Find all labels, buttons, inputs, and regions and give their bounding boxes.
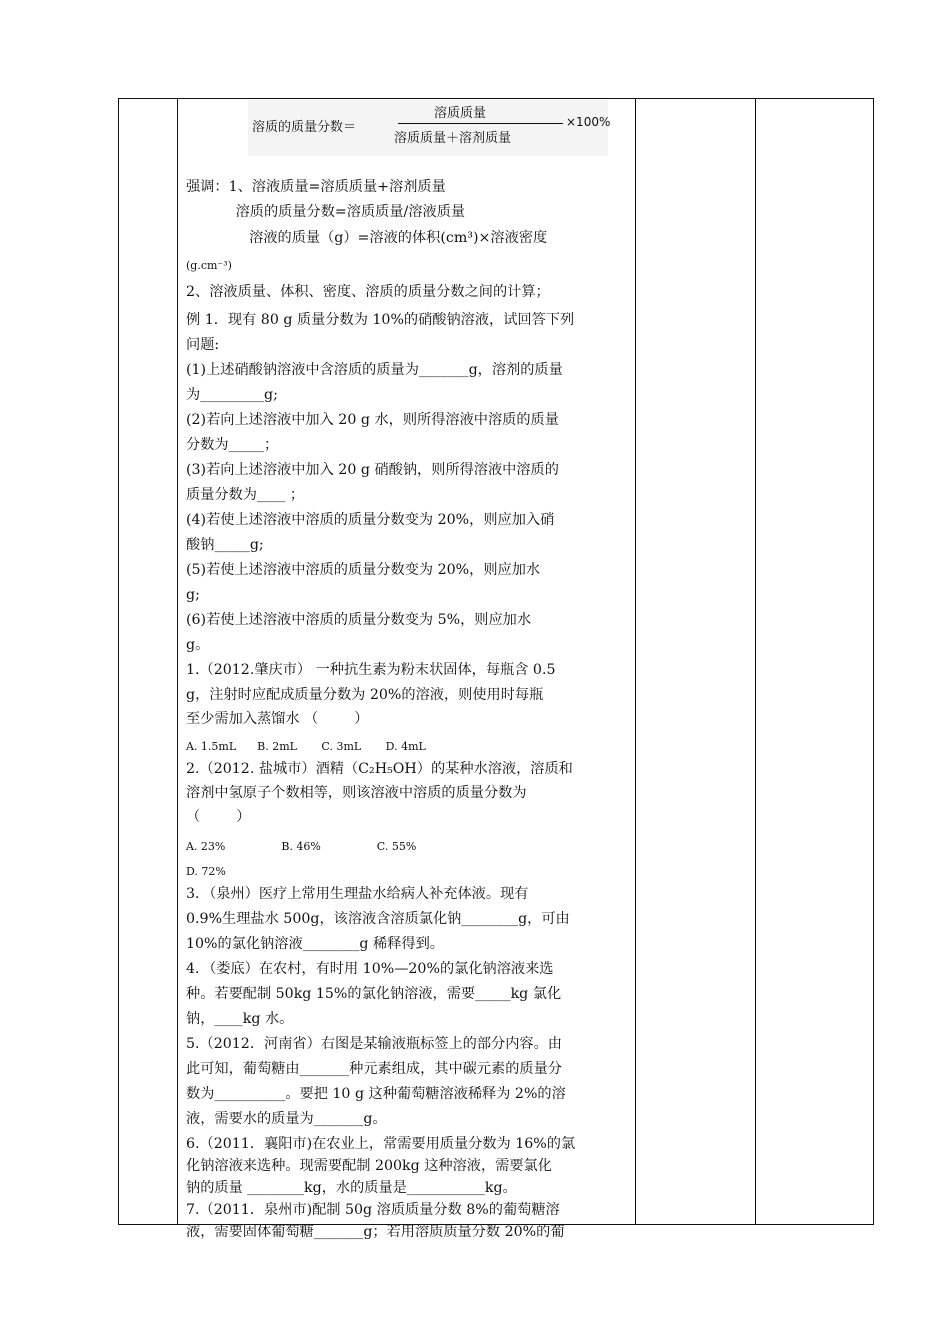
text-line: (g.cm⁻³) [186, 259, 232, 272]
text-line: A. 1.5mL B. 2mL C. 3mL D. 4mL [186, 740, 426, 753]
text-line: 3．（泉州）医疗上常用生理盐水给病人补充体液。现有 [186, 886, 529, 902]
text-line: D. 72% [186, 865, 226, 878]
text-line: 溶液的质量（g）=溶液的体积(cm³)×溶液密度 [186, 230, 548, 246]
formula-numerator: 溶质质量 [434, 106, 487, 121]
formula-multiplier: ×100% [566, 115, 611, 129]
text-line: 溶剂中氢原子个数相等，则该溶液中溶质的质量分数为 [186, 785, 527, 801]
text-line: 化钠溶液来选种。现需要配制 200kg 这种溶液，需要氯化 [186, 1158, 552, 1174]
text-line: g，注射时应配成质量分数为 20%的溶液，则使用时每瓶 [186, 687, 544, 703]
text-line: 强调：1、溶液质量=溶质质量+溶剂质量 [186, 179, 446, 195]
text-line: 液，需要水的质量为_______g。 [186, 1111, 387, 1127]
text-line: 2、溶液质量、体积、密度、溶质的质量分数之间的计算； [186, 284, 550, 300]
text-line: A. 23% B. 46% C. 55% [186, 840, 417, 853]
content-cell [178, 98, 636, 1240]
text-line: 钠，____kg 水。 [186, 1011, 294, 1027]
text-line: 5.（2012．河南省）右图是某输液瓶标签上的部分内容。由 [186, 1036, 562, 1052]
text-line: (4)若使上述溶液中溶质的质量分数变为 20%，则应加入硝 [186, 512, 555, 528]
text-line: 种。若要配制 50kg 15%的氯化钠溶液，需要_____kg 氯化 [186, 986, 562, 1002]
text-line: 数为__________。要把 10 g 这种葡萄糖溶液稀释为 2%的溶 [186, 1086, 566, 1102]
text-line: 分数为_____； [186, 437, 279, 453]
text-line: g; [186, 587, 200, 603]
text-line: 钠的质量 ________kg，水的质量是___________kg。 [186, 1180, 517, 1196]
text-line: (2)若向上述溶液中加入 20 g 水，则所得溶液中溶质的质量 [186, 412, 559, 428]
table-divider [755, 99, 756, 1224]
text-line: 为_________g; [186, 387, 278, 403]
text-line: （ ） [186, 809, 251, 825]
text-line: 4．（娄底）在农村，有时用 10%—20%的氯化钠溶液来选 [186, 961, 554, 977]
text-line: 此可知，葡萄糖由_______种元素组成，其中碳元素的质量分 [186, 1061, 562, 1077]
text-line: 7.（2011．泉州市)配制 50g 溶质质量分数 8%的葡萄糖溶 [186, 1202, 560, 1218]
text-line: 酸钠_____g; [186, 537, 264, 553]
text-line: 1.（2012.肇庆市） 一种抗生素为粉末状固体，每瓶含 0.5 [186, 662, 556, 678]
formula-denominator: 溶质质量＋溶剂质量 [394, 131, 512, 146]
text-line: 10%的氯化钠溶液________g 稀释得到。 [186, 936, 444, 952]
text-line: 问题: [186, 337, 220, 353]
text-line: g。 [186, 637, 210, 653]
text-line: (3)若向上述溶液中加入 20 g 硝酸钠，则所得溶液中溶质的 [186, 462, 559, 478]
text-line: 液，需要固体葡萄糖_______g；若用溶质质量分数 20%的葡 [186, 1224, 565, 1240]
text-line: 0.9%生理盐水 500g，该溶液含溶质氯化钠________g，可由 [186, 911, 570, 927]
text-line: 例 1．现有 80 g 质量分数为 10%的硝酸钠溶液，试回答下列 [186, 312, 575, 328]
text-line: 2.（2012. 盐城市）酒精（C₂H₅OH）的某种水溶液，溶质和 [186, 761, 573, 777]
text-line: (5)若使上述溶液中溶质的质量分数变为 20%，则应加水 [186, 562, 541, 578]
formula-lhs: 溶质的质量分数＝ [252, 120, 357, 135]
mass-fraction-formula [248, 100, 611, 156]
text-line: (1)上述硝酸钠溶液中含溶质的质量为_______g，溶剂的质量 [186, 362, 563, 378]
text-line: 至少需加入蒸馏水 （ ） [186, 711, 369, 727]
fraction-bar [398, 123, 563, 124]
text-line: 质量分数为____ ； [186, 487, 305, 503]
text-line: 溶质的质量分数=溶质质量/溶液质量 [186, 204, 466, 220]
text-line: (6)若使上述溶液中溶质的质量分数变为 5%，则应加水 [186, 612, 532, 628]
text-line: 6.（2011．襄阳市)在农业上，常需要用质量分数为 16%的氯 [186, 1136, 576, 1152]
